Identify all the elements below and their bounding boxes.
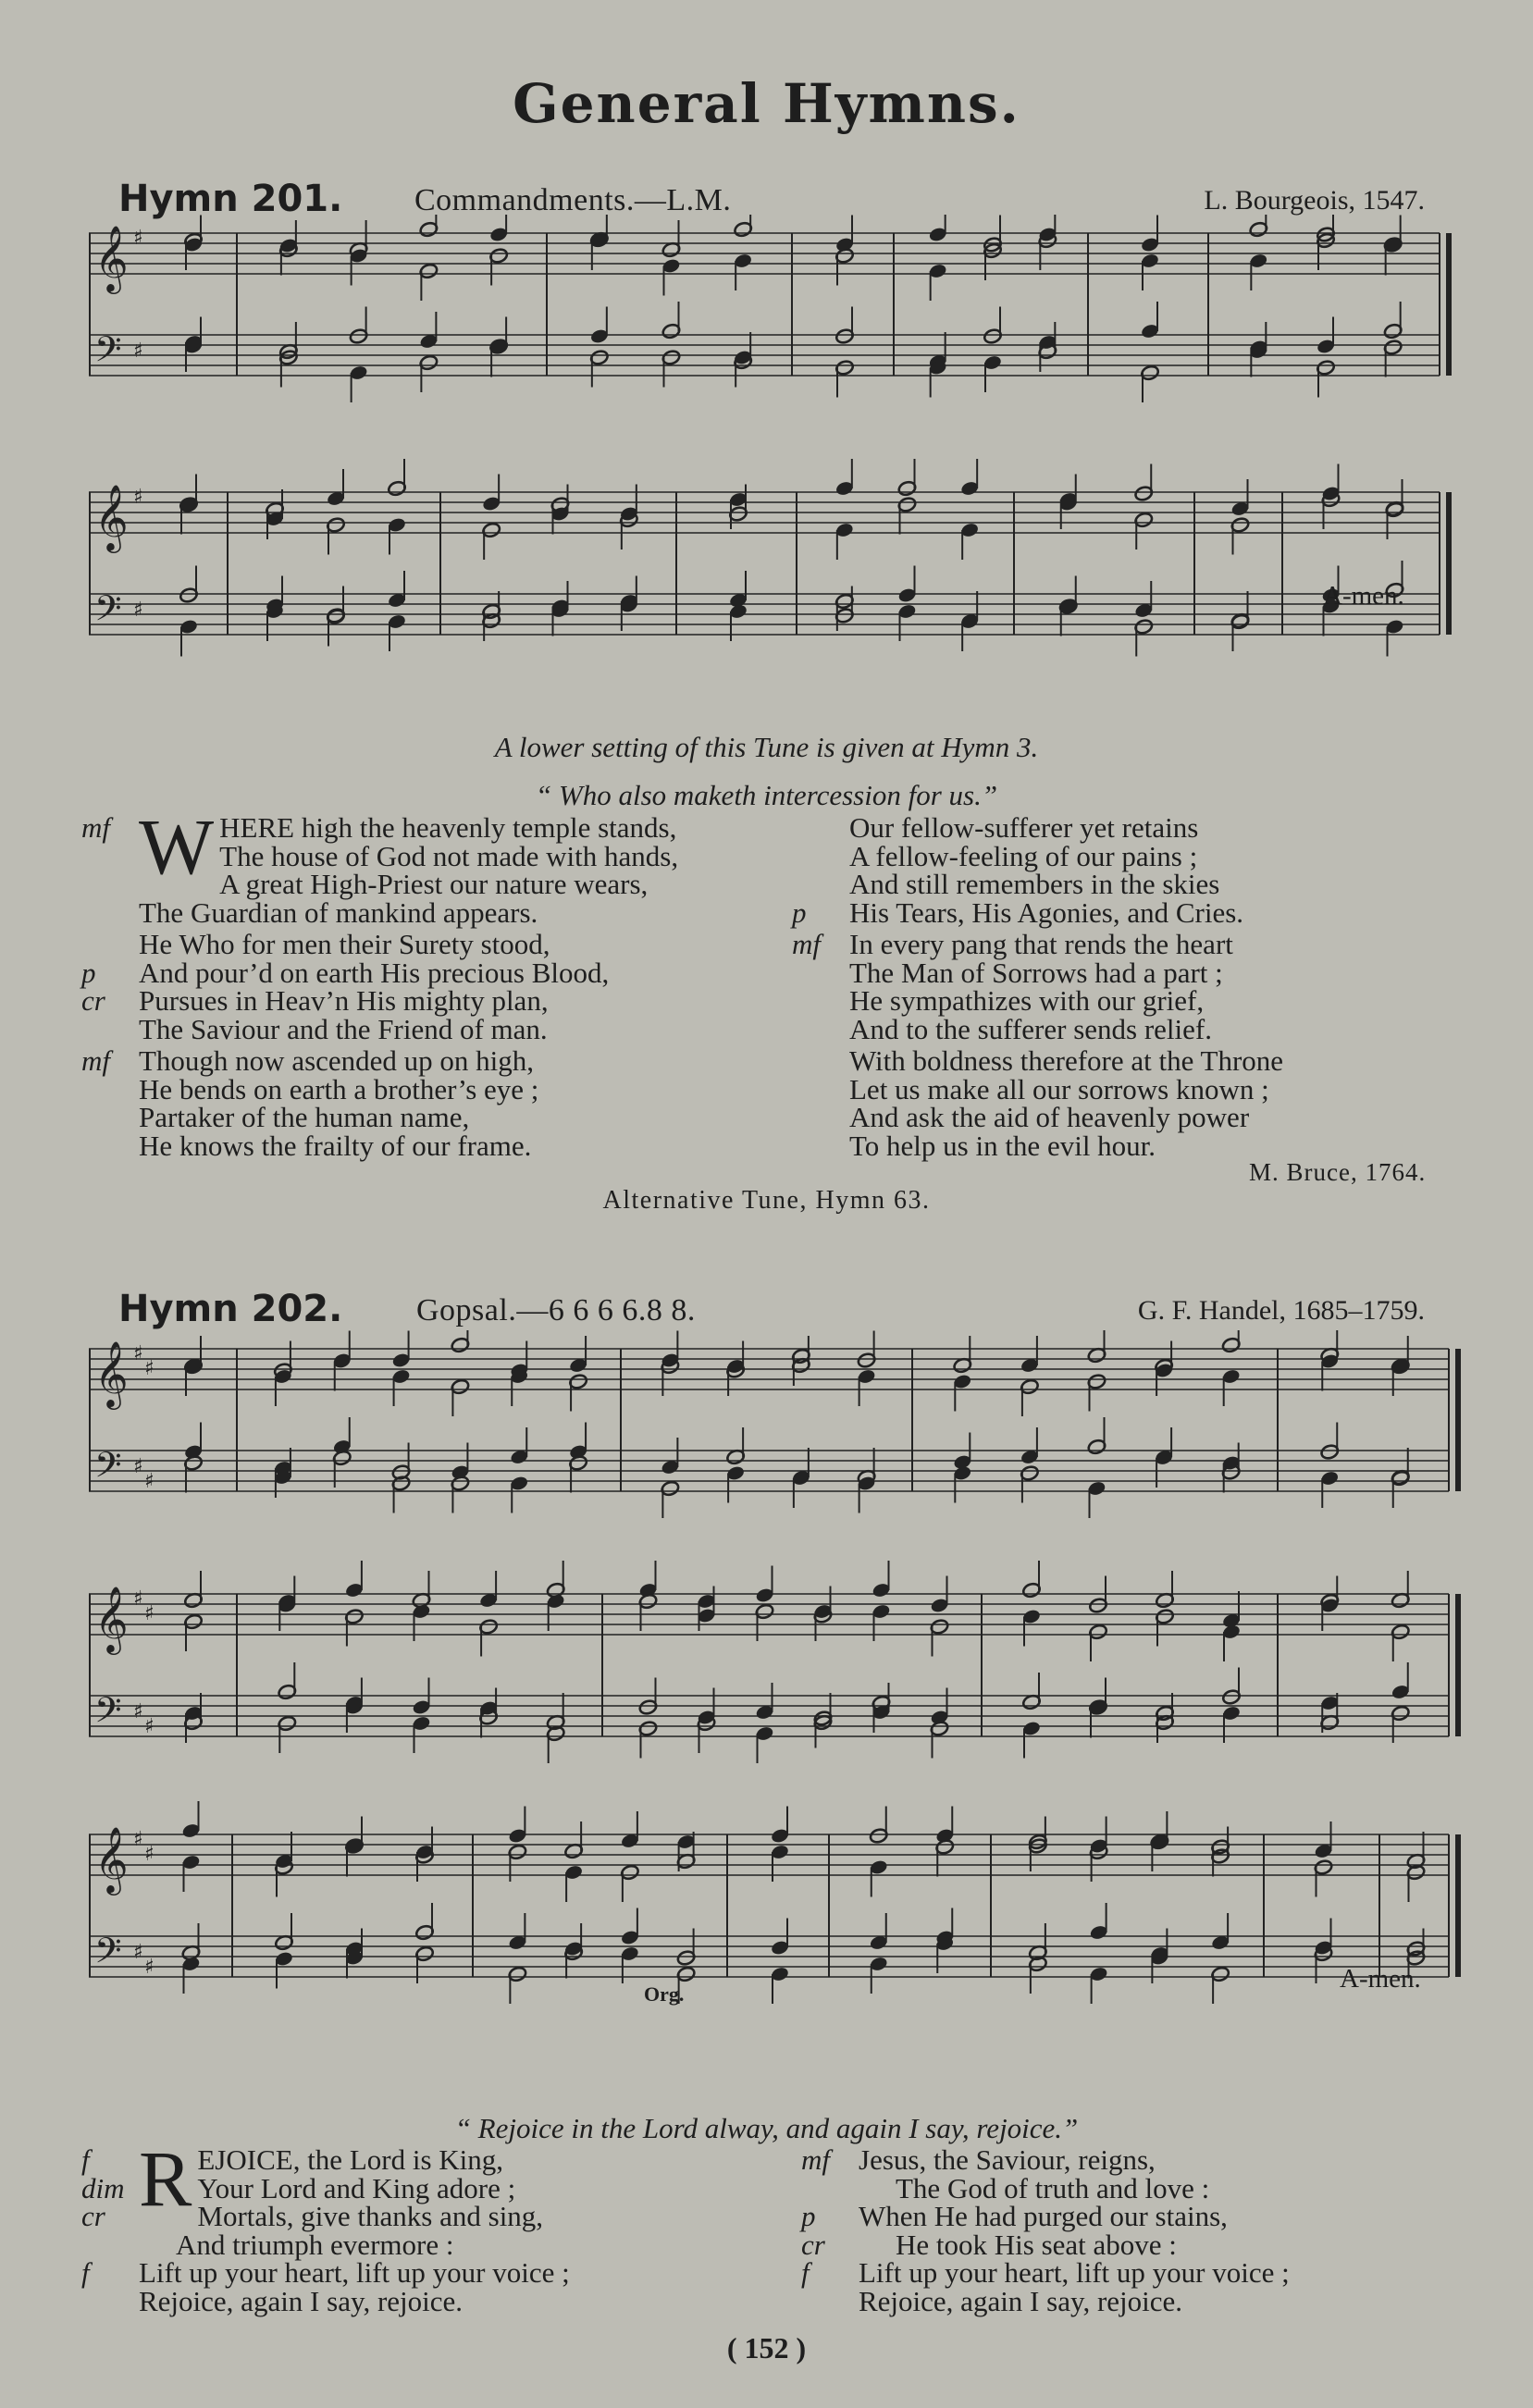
hymn-201-epigraph: “ Who also maketh intercession for us.” xyxy=(535,779,998,811)
stanza xyxy=(849,1044,1441,1162)
verse-line xyxy=(139,1072,805,1105)
hymn-202-header xyxy=(118,1288,1425,1334)
verse-line xyxy=(139,928,805,960)
verse-line-text: The house of God not made with hands, xyxy=(219,839,679,872)
verse-line-text: The Saviour and the Friend of man. xyxy=(139,1012,548,1045)
verse-line xyxy=(801,2228,1451,2261)
music-system xyxy=(89,459,1449,657)
hymn-202-score xyxy=(89,1330,1467,2098)
sharp-icon: ♯ xyxy=(144,1357,155,1380)
hymn-201-number: Hymn 201. xyxy=(118,178,343,220)
sharp-icon: ♯ xyxy=(133,227,143,250)
hymn-201-tune: Commandments.—L.M. xyxy=(414,183,732,217)
verse-line-text: With boldness therefore at the Throne xyxy=(849,1044,1284,1077)
sharp-icon: ♯ xyxy=(133,1941,143,1964)
verse-line xyxy=(849,956,1441,989)
verse-line-text: And pour’d on earth His precious Blood, xyxy=(139,956,610,989)
hymn-201-amen: A-men. xyxy=(1323,581,1404,611)
drop-cap: W xyxy=(139,802,215,891)
verse-line-text: He Who for men their Surety stood, xyxy=(139,928,550,960)
stanza xyxy=(81,928,805,1045)
verse-line-text: Lift up your heart, lift up your voice ; xyxy=(859,2256,1290,2289)
staff xyxy=(89,224,1440,294)
dynamic-mark: mf xyxy=(81,811,110,844)
verse-line-text: The Man of Sorrows had a part ; xyxy=(849,956,1223,989)
verse-line xyxy=(81,2200,805,2232)
verse-line-text: He took His seat above : xyxy=(896,2228,1177,2261)
verse-line-text: To help us in the evil hour. xyxy=(849,1129,1156,1162)
music-system xyxy=(89,1801,1458,2004)
staff xyxy=(89,1340,1449,1410)
hymn-202-composer: G. F. Handel, 1685–1759. xyxy=(1137,1295,1425,1326)
dynamic-mark: cr xyxy=(81,984,105,1017)
page-title: General Hymns. xyxy=(513,72,1020,135)
staff xyxy=(89,1930,1449,1980)
sharp-icon: ♯ xyxy=(133,1455,143,1478)
verse-line-text: Partaker of the human name, xyxy=(139,1101,470,1133)
hymn-202-number: Hymn 202. xyxy=(118,1288,343,1330)
dynamic-mark: dim xyxy=(81,2171,125,2204)
verse-line-text: Pursues in Heav’n His mighty plan, xyxy=(139,984,549,1017)
sharp-icon: ♯ xyxy=(133,1700,143,1723)
stanza xyxy=(792,811,1441,929)
verse-line-text: HERE high the heavenly temple stands, xyxy=(219,811,677,844)
verse-line xyxy=(81,811,805,844)
staff xyxy=(89,1444,1449,1494)
verse-line xyxy=(801,2143,1451,2176)
verse-line-text: And triumph evermore : xyxy=(176,2228,454,2261)
verse-line-text: The God of truth and love : xyxy=(896,2171,1210,2204)
verse-line-text: And to the sufferer sends relief. xyxy=(849,1012,1212,1045)
hymn-201-setting-note: A lower setting of this Tune is given at Hymn 3. xyxy=(494,731,1039,763)
sharp-icon: ♯ xyxy=(133,486,143,509)
verse-line-text: When He had purged our stains, xyxy=(859,2200,1228,2232)
dynamic-mark: mf xyxy=(81,1044,110,1077)
hymn-202-verse-left xyxy=(81,2134,805,2317)
verse-line-text: And ask the aid of heavenly power xyxy=(849,1101,1250,1133)
verse-line-text: In every pang that rends the heart xyxy=(849,928,1233,960)
dynamic-mark: cr xyxy=(801,2228,825,2261)
dynamic-mark: f xyxy=(81,2256,90,2289)
hymn-201-composer: L. Bourgeois, 1547. xyxy=(1204,185,1425,216)
verse-line xyxy=(801,2200,1451,2232)
verse-line xyxy=(792,895,1441,929)
verse-line-text: And still remembers in the skies xyxy=(849,868,1220,900)
bass-clef-icon: 𝄢 xyxy=(94,1930,122,1980)
dynamic-mark: cr xyxy=(81,2200,105,2232)
hymn-202-tune: Gopsal.—6 6 6 6.8 8. xyxy=(416,1293,696,1327)
bass-clef-icon: 𝄢 xyxy=(94,587,122,637)
hymn-201-verses-right xyxy=(792,811,1441,1164)
verse-line xyxy=(139,2284,805,2317)
verse-line-text: A great High-Priest our nature wears, xyxy=(219,868,649,900)
music-system xyxy=(89,1330,1458,1518)
sharp-icon: ♯ xyxy=(133,340,143,363)
sharp-icon: ♯ xyxy=(133,1342,143,1365)
staff xyxy=(89,1825,1449,1896)
verse-line xyxy=(139,839,805,872)
dynamic-mark: f xyxy=(81,2143,90,2176)
hymn-202-org-label: Org. xyxy=(644,1982,685,2006)
verse-line xyxy=(859,2171,1451,2204)
verse-line-text: A fellow-feeling of our pains ; xyxy=(849,839,1198,872)
staff xyxy=(89,328,1440,378)
stanza xyxy=(81,1044,805,1162)
dynamic-mark: mf xyxy=(801,2143,830,2176)
verse-line xyxy=(849,1012,1441,1045)
stanza xyxy=(81,802,805,929)
hymn-201-author: M. Bruce, 1764. xyxy=(1249,1158,1427,1186)
dynamic-mark: p xyxy=(801,2200,816,2232)
hymn-202-amen: A-men. xyxy=(1340,1964,1421,1994)
verse-line xyxy=(139,868,805,900)
hymn-201-alternative-tune: Alternative Tune, Hymn 63. xyxy=(602,1186,931,1215)
treble-clef-icon: 𝄞 xyxy=(94,224,129,291)
verse-line xyxy=(81,2256,805,2289)
sharp-icon: ♯ xyxy=(144,1956,155,1979)
hymn-201-verses-left xyxy=(81,802,805,1164)
verse-line-text: Rejoice, again I say, rejoice. xyxy=(139,2284,464,2317)
verse-line-text: His Tears, His Agonies, and Cries. xyxy=(849,895,1244,929)
staff xyxy=(89,587,1440,637)
verse-line-text: Mortals, give thanks and sing, xyxy=(197,2200,544,2232)
bass-clef-icon: 𝄢 xyxy=(94,1689,122,1739)
verse-line xyxy=(139,1012,805,1045)
verse-line-text: Our fellow-sufferer yet retains xyxy=(849,811,1199,844)
dynamic-mark: p xyxy=(81,956,96,989)
verse-line xyxy=(849,984,1441,1017)
verse-line-text: He sympathizes with our grief, xyxy=(849,984,1205,1017)
verse-line-text: Lift up your heart, lift up your voice ; xyxy=(139,2256,570,2289)
hymn-202-verse-right xyxy=(801,2143,1451,2317)
verse-line xyxy=(139,895,807,929)
hymn-202-epigraph: “ Rejoice in the Lord alway, and again I say, rejoice.” xyxy=(454,2112,1079,2144)
sharp-icon: ♯ xyxy=(144,1843,155,1866)
verse-line xyxy=(139,1101,805,1133)
verse-line xyxy=(849,1044,1441,1077)
treble-clef-icon: 𝄞 xyxy=(94,1585,129,1652)
verse-line xyxy=(81,2143,805,2176)
verse-line-text: He bends on earth a brother’s eye ; xyxy=(139,1072,539,1105)
page-number: ( 152 ) xyxy=(726,2331,807,2365)
music-system xyxy=(89,215,1449,402)
sharp-icon: ♯ xyxy=(133,1587,143,1611)
verse-line-text: EJOICE, the Lord is King, xyxy=(197,2143,504,2176)
treble-clef-icon: 𝄞 xyxy=(94,1825,129,1893)
dynamic-mark: p xyxy=(792,895,807,929)
bass-clef-icon: 𝄢 xyxy=(94,328,122,378)
verse-line xyxy=(849,1101,1441,1133)
dynamic-mark: mf xyxy=(792,928,821,960)
verse-line xyxy=(849,811,1441,844)
verse-line-text: Though now ascended up on high, xyxy=(139,1044,535,1077)
hymn-201-score xyxy=(89,215,1458,728)
music-system xyxy=(89,1561,1458,1763)
verse-line xyxy=(139,1129,805,1162)
sharp-icon: ♯ xyxy=(144,1715,155,1738)
verse-line xyxy=(81,2171,805,2204)
dynamic-mark: f xyxy=(801,2256,810,2289)
treble-clef-icon: 𝄞 xyxy=(94,483,129,550)
sharp-icon: ♯ xyxy=(133,599,143,622)
verse-line xyxy=(849,868,1441,900)
verse-line-text: He knows the frailty of our frame. xyxy=(139,1129,532,1162)
drop-cap: R xyxy=(139,2134,192,2223)
verse-line-text: Jesus, the Saviour, reigns, xyxy=(859,2143,1156,2176)
verse-line-text: Your Lord and King adore ; xyxy=(197,2171,516,2204)
verse-line-text: The Guardian of mankind appears. xyxy=(139,895,538,929)
sharp-icon: ♯ xyxy=(144,1470,155,1493)
verse-line xyxy=(849,1072,1441,1105)
staff xyxy=(89,483,1440,553)
bass-clef-icon: 𝄢 xyxy=(94,1444,122,1494)
verse-line xyxy=(859,2284,1451,2317)
verse-line xyxy=(849,839,1441,872)
verse-line xyxy=(81,984,805,1017)
verse-line xyxy=(81,1044,805,1077)
verse-line-text: Rejoice, again I say, rejoice. xyxy=(859,2284,1183,2317)
verse-line xyxy=(801,2256,1451,2289)
verse-line xyxy=(139,2228,805,2261)
sharp-icon: ♯ xyxy=(133,1828,143,1851)
verse-line-text: Let us make all our sorrows known ; xyxy=(849,1072,1269,1105)
sharp-icon: ♯ xyxy=(144,1602,155,1625)
verse-line xyxy=(792,928,1441,960)
verse-line xyxy=(849,1129,1441,1162)
stanza xyxy=(792,928,1441,1045)
treble-clef-icon: 𝄞 xyxy=(94,1340,129,1407)
verse-line xyxy=(81,956,805,989)
